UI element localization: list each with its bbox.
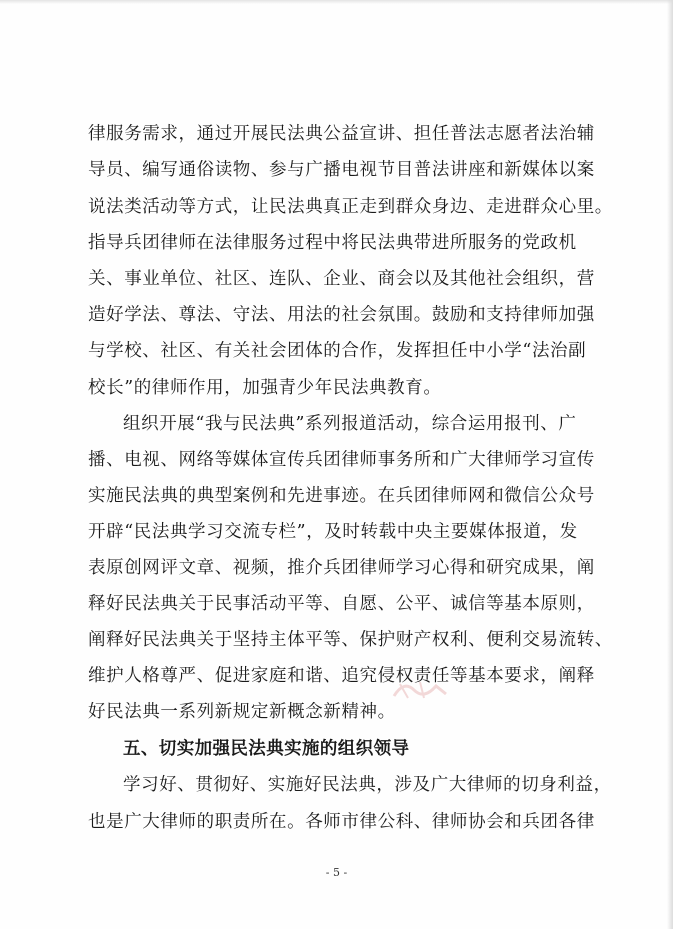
text-line: 好民法典一系列新规定新概念新精神。 <box>88 702 396 722</box>
text-line: 造好学法、尊法、守法、用法的社会氛围。鼓励和支持律师加强 <box>88 305 595 325</box>
text-line: 也是广大律师的职责所在。各师市律公科、律师协会和兵团各律 <box>88 812 595 832</box>
stamp-bleed-mark <box>390 676 450 702</box>
text-line: 说法类活动等方式，让民法典真正走到群众身边、走进群众心里。 <box>88 197 613 217</box>
text-line: 导员、编写通俗读物、参与广播电视节目普法讲座和新媒体以案 <box>88 160 595 180</box>
page-number: - 5 - <box>325 866 348 879</box>
text-line: 校长”的律师作用，加强青少年民法典教育。 <box>88 378 442 398</box>
text-line: 实施民法典的典型案例和先进事迹。在兵团律师网和微信公众号 <box>88 486 595 506</box>
text-line: 开辟“民法典学习交流专栏”，及时转载中央主要媒体报道，发 <box>88 522 578 542</box>
section-heading: 五、切实加强民法典实施的组织领导 <box>123 739 410 759</box>
text-line: 与学校、社区、有关社会团体的合作，发挥担任中小学“法治副 <box>88 341 587 361</box>
text-line: 律服务需求，通过开展民法典公益宣讲、担任普法志愿者法治辅 <box>88 124 595 144</box>
text-line: 学习好、贯彻好、实施好民法典，涉及广大律师的切身利益， <box>123 775 612 795</box>
scan-top-shadow <box>0 0 673 4</box>
text-line: 释好民法典关于民事活动平等、自愿、公平、诚信等基本原则， <box>88 594 595 614</box>
text-line: 阐释好民法典关于坚持主体平等、保护财产权利、便利交易流转、 <box>88 630 613 650</box>
text-line: 关、事业单位、社区、连队、企业、商会以及其他社会组织，营 <box>88 269 595 289</box>
scan-edge-shadow <box>667 0 673 929</box>
text-line: 指导兵团律师在法律服务过程中将民法典带进所服务的党政机 <box>88 233 577 253</box>
text-line: 播、电视、网络等媒体宣传兵团律师事务所和广大律师学习宣传 <box>88 450 595 470</box>
text-line: 组织开展“我与民法典”系列报道活动，综合运用报刊、广 <box>123 414 577 434</box>
text-line: 维护人格尊严、促进家庭和谐、追究侵权责任等基本要求，阐释 <box>88 666 595 686</box>
text-line: 表原创网评文章、视频，推介兵团律师学习心得和研究成果，阐 <box>88 558 595 578</box>
